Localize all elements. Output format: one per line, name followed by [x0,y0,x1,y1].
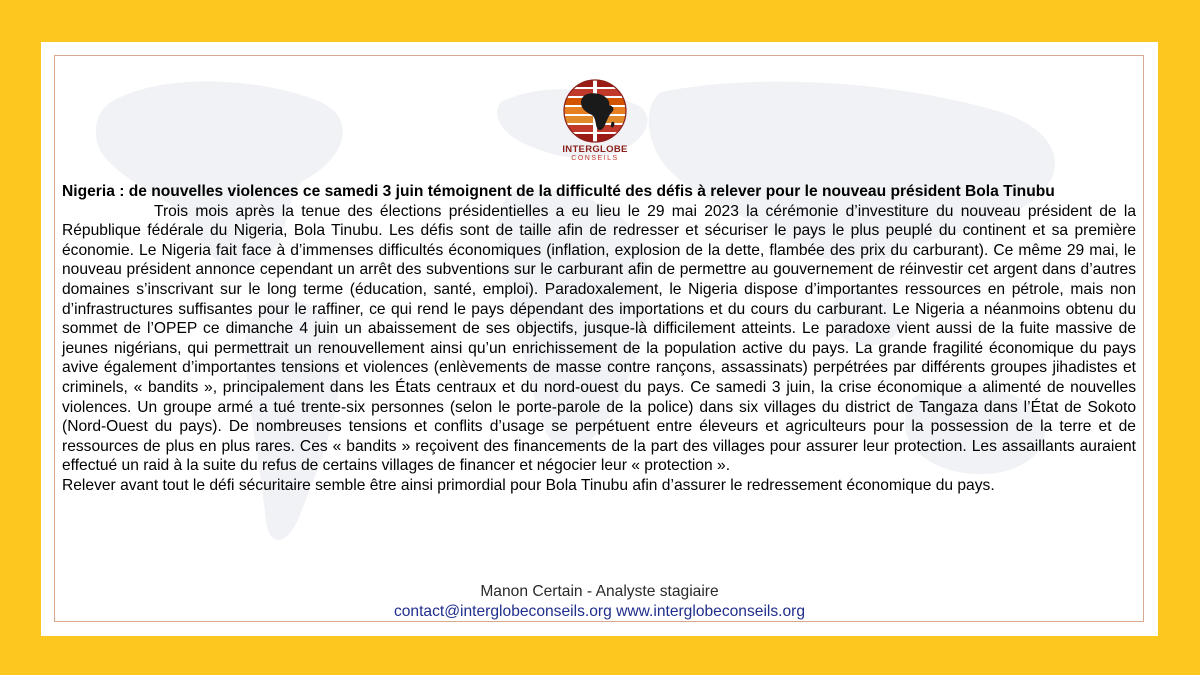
document-card [41,42,1158,636]
contact-line [41,603,1158,621]
logo-subtitle: CONSEILS [571,155,619,162]
contact-website[interactable]: www.interglobeconseils.org [616,603,806,620]
article-body: Trois mois après la tenue des élections présidentielles a eu lieu le 29 mai 2023 la cérémonie d’investiture du nouveau président de la République fédérale du Nigeria, Bola Tinubu. Les défis sont de taille afin de redresser et sécuriser le pays le plus peuplé du continent et sa première économie. Le Nigeria fait face à d’immenses difficultés économiques (inflation, explosion de la dette, flambée des prix du carburant). Ce même 29 mai, le nouveau président annonce cependant un arrêt des subventions sur le carburant afin de permettre au gouvernement de réinvestir cet argent dans d’autres domaines s’inscrivant sur le long terme (éducation, santé, emploi). Paradoxalement, le Nigeria dispose d’importantes ressources en pétrole, mais non d’infrastructures suffisantes pour le raffiner, ce qui rend le pays dépendant des importations et du cours du carburant. Le Nigeria a néanmoins obtenu du sommet de l’OPEP ce dimanche 4 juin un abaissement de ses objectifs, jusque-là difficilement atteints. Le paradoxe vient aussi de la fuite massive de jeunes nigérians, qui permettrait un renouvellement ainsi qu’un enrichissement de la population active du pays. La grande fragilité économique du pays avive également d’importantes tensions et violences (enlèvements de masse contre rançons, assassinats) perpétrées par différents groupes jihadistes et criminels, « bandits », principalement dans les États centraux et du nord-ouest du pays. Ce samedi 3 juin, la crise économique a alimenté de nouvelles violences. Un groupe armé a tué trente-six personnes (selon le porte-parole de la police) dans six villages du district de Tangaza dans l’État de Sokoto (Nord-Ouest du pays). De nombreuses tensions et conflits d’usage se perpétuent entre éleveurs et agriculteurs pour la possession de la terre et de ressources de plus en plus rares. Ces « bandits » reçoivent des financements de la part des villages pour assurer leur protection. Les assaillants auraient effectué un raid à la suite du refus de certains villages de financer et négocier leur « protection ». [62,202,1136,475]
contact-email[interactable]: contact@interglobeconseils.org [393,603,612,620]
interglobe-logo [555,78,635,178]
author-line: Manon Certain - Analyste stagiaire [480,583,719,600]
globe-africa-icon [555,78,635,144]
logo-name: INTERGLOBE [562,144,628,155]
article [62,182,1136,496]
article-title: Nigeria : de nouvelles violences ce samedi 3 juin témoignent de la difficulté des défis à relever pour le nouveau président Bola Tinubu [62,183,1055,200]
article-closing: Relever avant tout le défi sécuritaire semble être ainsi primordial pour Bola Tinubu afin d’assurer le redressement économique du pays. [62,476,995,494]
